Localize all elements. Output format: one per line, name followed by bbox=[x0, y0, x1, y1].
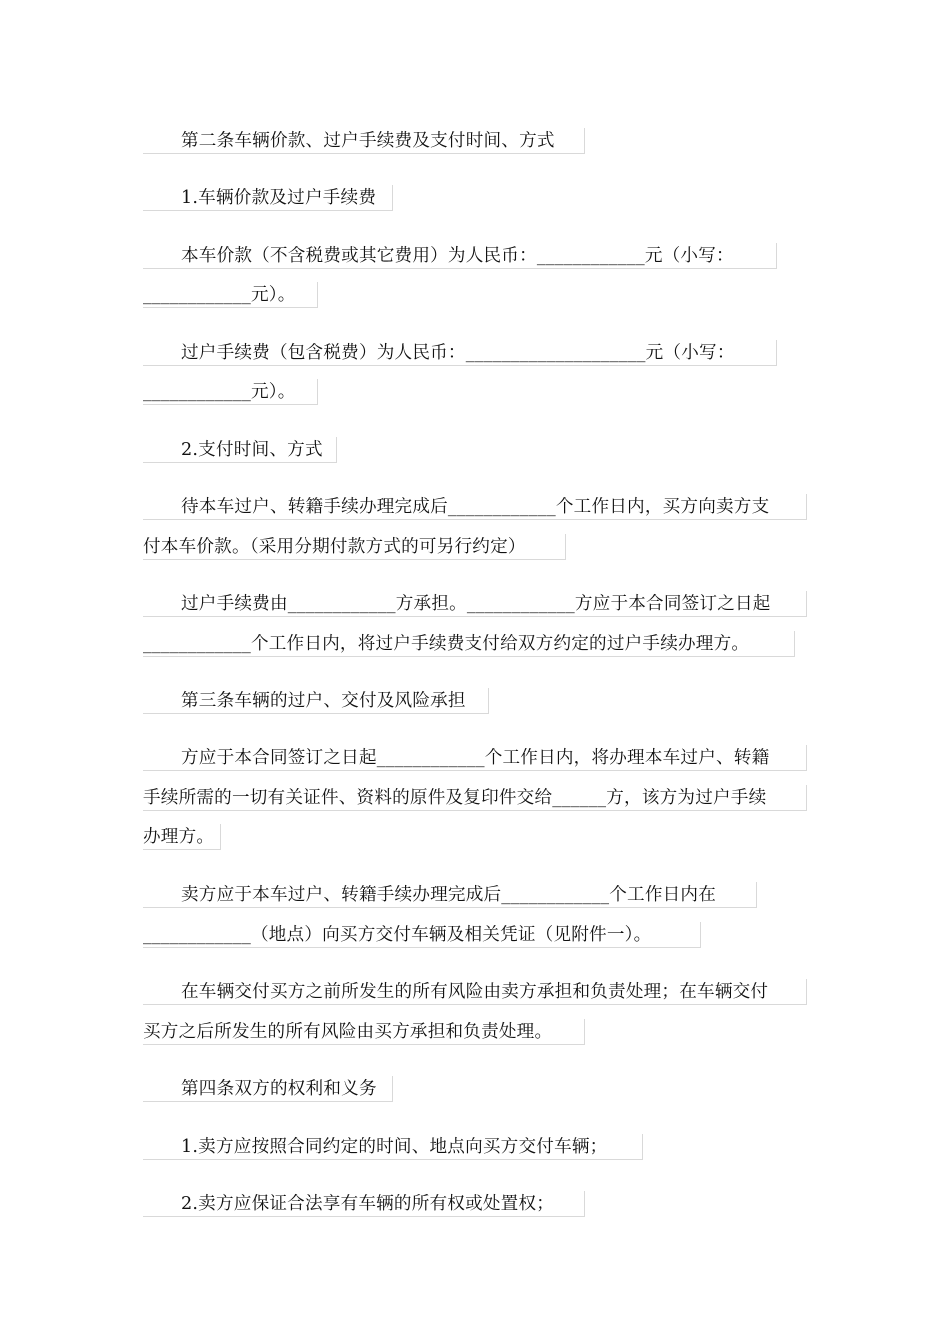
risk-clause-line-2: 买方之后所发生的所有风险由买方承担和负责处理。 bbox=[143, 1019, 585, 1045]
fee-bearer-line-1: 过户手续费由____________方承担。____________方应于本合同签订之日起 bbox=[143, 591, 807, 617]
payment-clause-line-1: 待本车过户、转籍手续办理完成后____________个工作日内，买方向卖方支 bbox=[143, 494, 807, 520]
payment-clause-line-2: 付本车价款。（采用分期付款方式的可另行约定） bbox=[143, 534, 566, 560]
section-2-heading: 2.支付时间、方式 bbox=[143, 437, 337, 463]
article-3-heading: 第三条车辆的过户、交付及风险承担 bbox=[143, 688, 489, 714]
transfer-fee-line-1: 过户手续费（包含税费）为人民币：____________________元（小写： bbox=[143, 340, 777, 366]
obligation-1: 1.卖方应按照合同约定的时间、地点向买方交付车辆； bbox=[143, 1134, 643, 1160]
article-4-heading: 第四条双方的权利和义务 bbox=[143, 1076, 393, 1102]
section-1-heading: 1.车辆价款及过户手续费 bbox=[143, 185, 393, 211]
article-2-heading: 第二条车辆价款、过户手续费及支付时间、方式 bbox=[143, 128, 585, 154]
obligation-2: 2.卖方应保证合法享有车辆的所有权或处置权； bbox=[143, 1191, 585, 1217]
risk-clause-line-1: 在车辆交付买方之前所发生的所有风险由卖方承担和负责处理；在车辆交付 bbox=[143, 979, 807, 1005]
documents-clause-line-1: 方应于本合同签订之日起____________个工作日内，将办理本车过户、转籍 bbox=[143, 745, 807, 771]
price-clause-line-1: 本车价款（不含税费或其它费用）为人民币：____________元（小写： bbox=[143, 243, 777, 269]
delivery-clause-line-2: ____________（地点）向买方交付车辆及相关凭证（见附件一）。 bbox=[143, 922, 701, 948]
documents-clause-line-3: 办理方。 bbox=[143, 824, 221, 850]
delivery-clause-line-1: 卖方应于本车过户、转籍手续办理完成后____________个工作日内在 bbox=[143, 882, 757, 908]
transfer-fee-line-2: ____________元）。 bbox=[143, 379, 318, 405]
price-clause-line-2: ____________元）。 bbox=[143, 282, 318, 308]
documents-clause-line-2: 手续所需的一切有关证件、资料的原件及复印件交给______方，该方为过户手续 bbox=[143, 785, 807, 811]
fee-bearer-line-2: ____________个工作日内，将过户手续费支付给双方约定的过户手续办理方。 bbox=[143, 631, 795, 657]
